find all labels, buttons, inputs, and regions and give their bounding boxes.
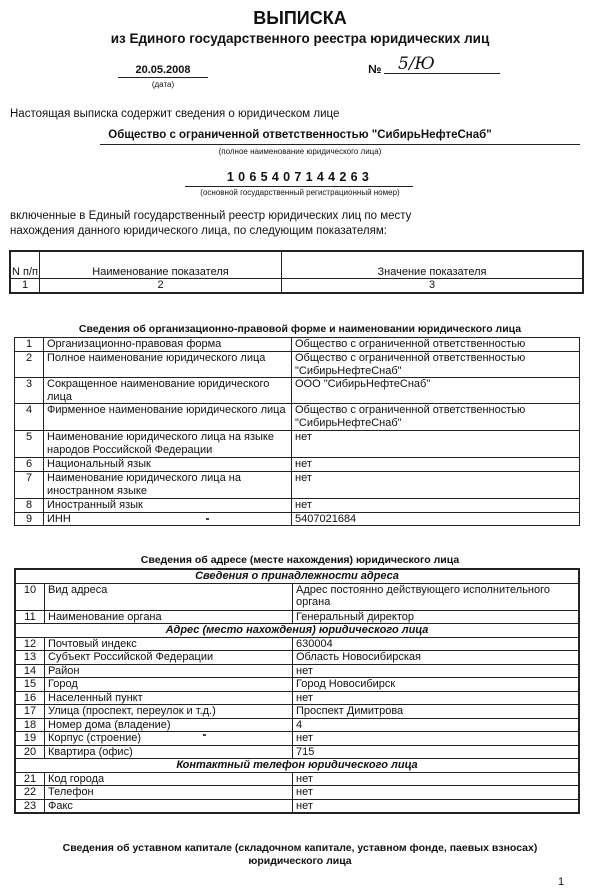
row-label: ИНН [44,512,292,526]
row-number: 23 [15,799,45,813]
row-number: 18 [15,718,45,732]
row-number: 6 [15,458,44,472]
row-number: 5 [15,431,44,458]
row-value: нет [293,691,580,705]
page-number: 1 [558,876,565,888]
col-header-name: Наименование показателя [40,251,282,279]
table-row [15,664,579,678]
table-row [15,583,579,610]
row-value: нет [292,431,580,458]
row-value: нет [293,799,580,813]
row-value: ООО "СибирьНефтеСнаб" [292,378,580,404]
col-index-1: 1 [10,279,40,293]
row-value: 4 [293,718,580,732]
row-value: 5407021684 [292,512,580,526]
document-subtitle: из Единого государственного реестра юридических лиц [110,31,490,46]
row-number: 21 [15,772,45,786]
section2-table [14,568,580,814]
row-value: нет [292,472,580,499]
row-value: Общество с ограниченной ответственностью [292,338,580,352]
row-label: Полное наименование юридического лица [44,352,292,378]
row-label: Национальный язык [44,458,292,472]
subsection-address-location [15,624,579,638]
row-value: нет [293,772,580,786]
row-value: Общество с ограниченной ответственностью "СибирьНефтеСнаб" [292,404,580,431]
index-table [9,250,584,294]
row-label: Наименование юридического лица на языке народов Российской Федерации [44,431,292,458]
issue-date: 20.05.2008 [135,64,191,76]
row-number: 4 [15,404,44,431]
row-value: 715 [293,745,580,759]
row-label: Квартира (офис) [45,745,293,759]
included-text-line-1: включенные в Единый государственный реестр юридических лиц по месту [10,210,412,222]
table-row [15,799,579,813]
table-row [15,745,579,759]
table-row [15,610,579,624]
table-row [15,431,580,458]
row-label: Телефон [45,786,293,800]
row-number: 13 [15,651,45,665]
row-number: 15 [15,678,45,692]
row-value: Генеральный директор [293,610,580,624]
row-label: Организационно-правовая форма [44,338,292,352]
row-label: Корпус (строение) [45,732,293,746]
row-label: Почтовый индекс [45,637,293,651]
row-label: Наименование органа [45,610,293,624]
col-index-2: 2 [40,279,282,293]
row-number: 19 [15,732,45,746]
subsection-address-ownership [15,569,579,583]
row-label: Субъект Российской Федерации [45,651,293,665]
row-value: Город Новосибирск [293,678,580,692]
ogrn-underline [185,186,413,187]
subsection-address-location-label: Адрес (место нахождения) юридического лица [15,624,579,638]
org-name-underline [100,144,580,145]
row-label: Код города [45,772,293,786]
row-number: 3 [15,378,44,404]
row-label: Номер дома (владение) [45,718,293,732]
row-value: нет [292,458,580,472]
number-underline [384,73,500,74]
row-number: 14 [15,664,45,678]
scan-mark [206,518,209,520]
row-value: Общество с ограниченной ответственностью "СибирьНефтеСнаб" [292,352,580,378]
section1-title: Сведения об организационно-правовой форме и наименовании юридического лица [78,323,522,335]
section1-table [14,337,580,526]
row-label: Факс [45,799,293,813]
included-text-line-2: нахождения данного юридического лица, по следующим показателям: [10,225,387,237]
row-number: 16 [15,691,45,705]
col-header-value: Значение показателя [282,251,584,279]
intro-text: Настоящая выписка содержит сведения о юридическом лице [10,108,340,120]
date-caption: (дата) [151,80,175,89]
row-label: Район [45,664,293,678]
number-label: № [368,62,382,76]
row-number: 8 [15,499,44,513]
table-row [15,637,579,651]
table-row [15,691,579,705]
table-row [15,404,580,431]
row-label: Город [45,678,293,692]
row-number: 10 [15,583,45,610]
handwritten-number: 5/Ю [398,54,435,74]
section2-title: Сведения об адресе (месте нахождения) юридического лица [140,554,460,566]
table-row [15,718,579,732]
table-row [15,472,580,499]
row-number: 22 [15,786,45,800]
org-name-caption: (полное наименование юридического лица) [218,147,382,156]
row-label: Вид адреса [45,583,293,610]
row-value: нет [292,499,580,513]
row-value: 630004 [293,637,580,651]
table-row [15,786,579,800]
row-label: Улица (проспект, переулок и т.д.) [45,705,293,719]
section3-title-line-1: Сведения об уставном капитале (складочном капитале, уставном фонде, паевых взносах) [62,842,538,854]
document-title: ВЫПИСКА [253,8,347,28]
table-row [15,678,579,692]
row-value: нет [293,786,580,800]
row-number: 2 [15,352,44,378]
row-number: 12 [15,637,45,651]
subsection-address-ownership-label: Сведения о принадлежности адреса [15,569,579,583]
section3-title-line-2: юридического лица [248,855,352,867]
row-value: нет [293,664,580,678]
table-row [15,512,580,526]
subsection-contact-phone-label: Контактный телефон юридического лица [15,759,579,773]
table-row [15,378,580,404]
row-number: 7 [15,472,44,499]
row-number: 11 [15,610,45,624]
subsection-contact-phone [15,759,579,773]
row-value: Проспект Димитрова [293,705,580,719]
scan-mark [203,734,206,736]
row-value: Адрес постоянно действующего исполнительного органа [293,583,580,610]
row-value: Область Новосибирская [293,651,580,665]
table-row [15,651,579,665]
table-row [15,732,579,746]
table-row [15,458,580,472]
row-number: 9 [15,512,44,526]
row-value: нет [293,732,580,746]
org-full-name: Общество с ограниченной ответственностью "СибирьНефтеСнаб" [108,129,492,141]
ogrn-caption: (основной государственный регистрационный номер) [200,188,400,197]
row-number: 20 [15,745,45,759]
row-label: Иностранный язык [44,499,292,513]
table-row [15,338,580,352]
row-label: Населенный пункт [45,691,293,705]
table-row [15,705,579,719]
table-row [15,772,579,786]
ogrn-number: 1065407144263 [226,170,374,184]
row-number: 1 [15,338,44,352]
table-row [15,499,580,513]
col-header-n: N п/п [10,251,40,279]
row-label: Сокращенное наименование юридического лица [44,378,292,404]
table-row [15,352,580,378]
row-label: Наименование юридического лица на иностранном языке [44,472,292,499]
col-index-3: 3 [282,279,584,293]
date-underline [118,77,208,78]
row-label: Фирменное наименование юридического лица [44,404,292,431]
row-number: 17 [15,705,45,719]
